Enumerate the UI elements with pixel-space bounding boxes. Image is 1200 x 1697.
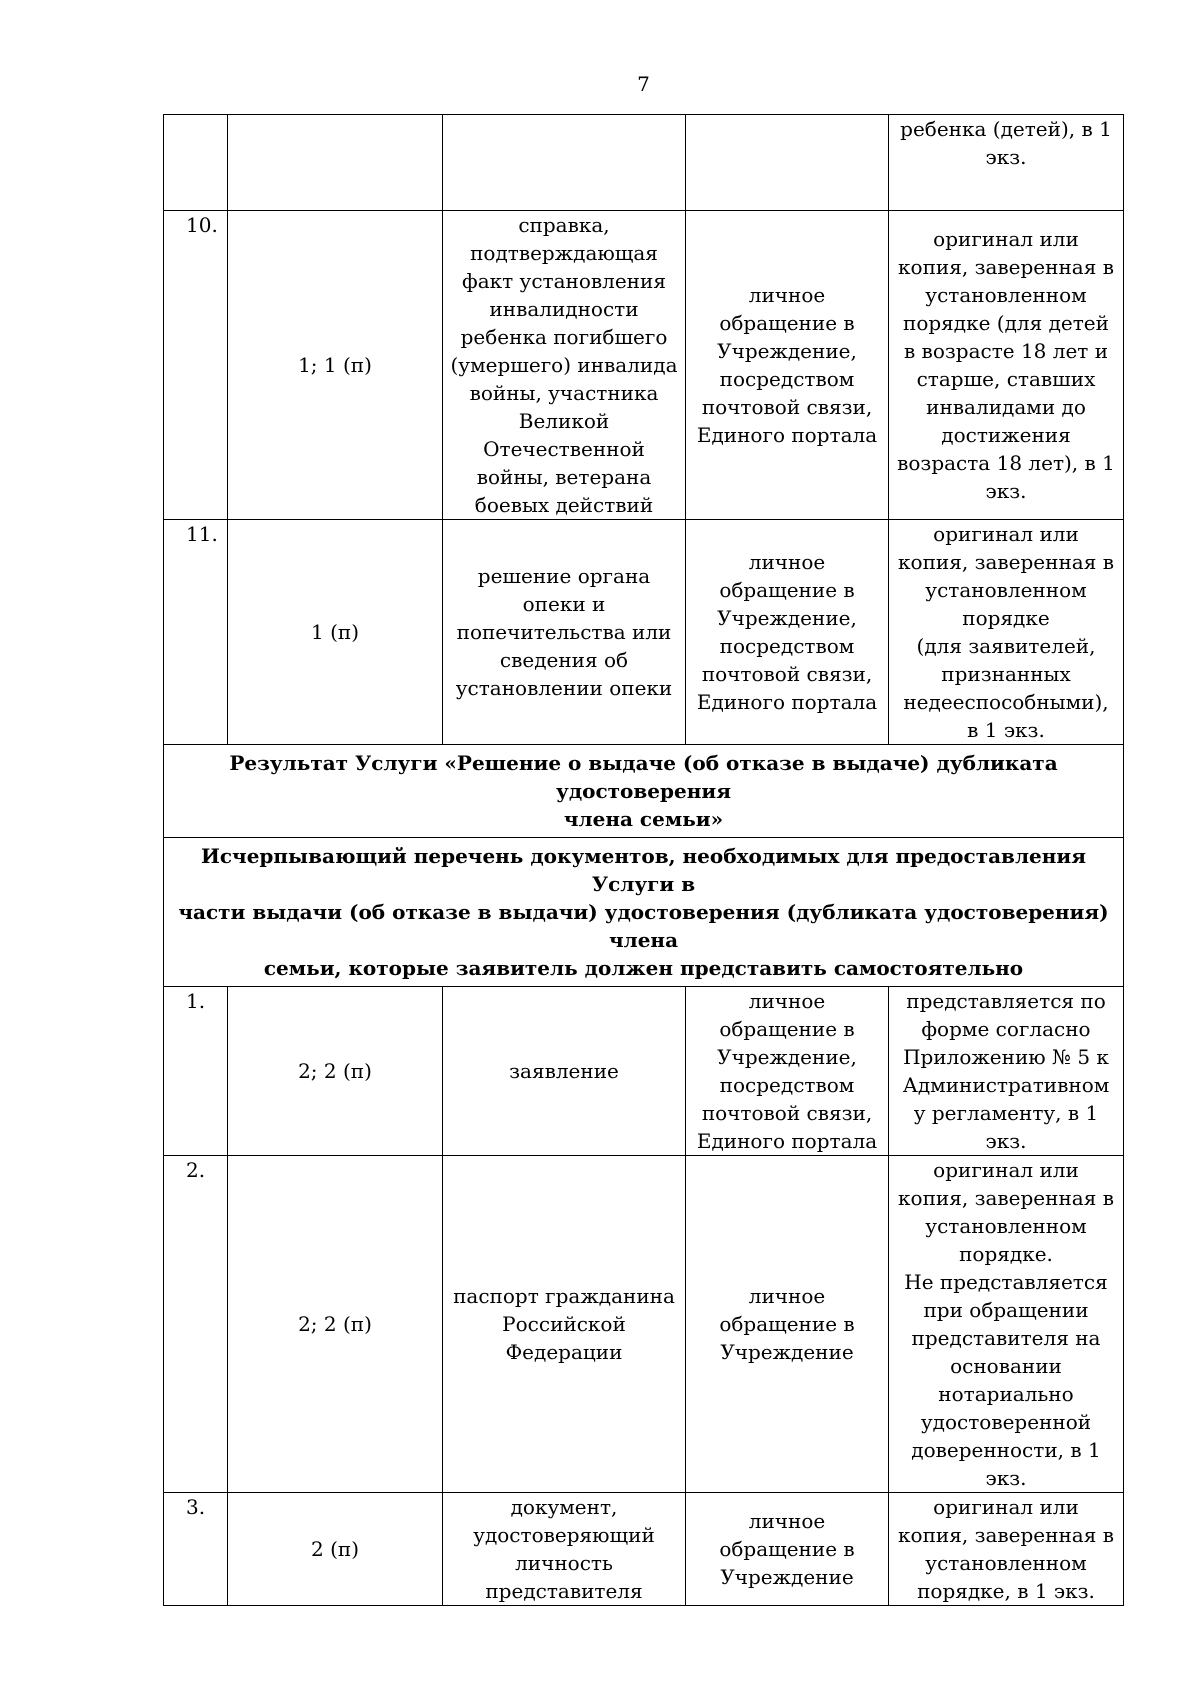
section-row (164, 745, 1124, 838)
row-code: 2; 2 (п) (228, 1156, 443, 1493)
row-document (443, 115, 686, 211)
row-number: 11. (164, 520, 228, 745)
row-code: 1; 1 (п) (228, 211, 443, 520)
table-row (164, 987, 1124, 1156)
row-code (228, 115, 443, 211)
table-row (164, 520, 1124, 745)
row-method: личное обращение в Учреждение (686, 1493, 889, 1606)
table-row (164, 1156, 1124, 1493)
row-number: 10. (164, 211, 228, 520)
row-document: решение органа опеки и попечительства или сведения об установлении опеки (443, 520, 686, 745)
section-documents-list-title: Исчерпывающий перечень документов, необходимых для предоставления Услуги в части выдачи (об отказе в выдачи) удостоверения (дубликата удостоверения) члена семьи, которые заявитель должен представить самостоятельно (164, 838, 1124, 987)
section-result-title: Результат Услуги «Решение о выдаче (об отказе в выдаче) дубликата удостоверения члена семьи» (164, 745, 1124, 838)
page-number: 7 (637, 72, 650, 96)
row-method: личное обращение в Учреждение, посредством почтовой связи, Единого портала (686, 211, 889, 520)
row-method: личное обращение в Учреждение, посредством почтовой связи, Единого портала (686, 520, 889, 745)
documents-table (163, 114, 1124, 1606)
table-row (164, 115, 1124, 211)
row-note: оригинал или копия, заверенная в установленном порядке. Не представляется при обращении представителя на основании нотариально удостоверенной доверенности, в 1 экз. (889, 1156, 1124, 1493)
table-row (164, 1493, 1124, 1606)
row-note: оригинал или копия, заверенная в установленном порядке, в 1 экз. (889, 1493, 1124, 1606)
section-row (164, 838, 1124, 987)
row-number (164, 115, 228, 211)
row-number: 2. (164, 1156, 228, 1493)
row-method: личное обращение в Учреждение, посредством почтовой связи, Единого портала (686, 987, 889, 1156)
row-note: оригинал или копия, заверенная в установленном порядке (для детей в возрасте 18 лет и старше, ставших инвалидами до достижения возраста 18 лет), в 1 экз. (889, 211, 1124, 520)
row-code: 2; 2 (п) (228, 987, 443, 1156)
row-note: оригинал или копия, заверенная в установленном порядке (для заявителей, признанных недееспособными), в 1 экз. (889, 520, 1124, 745)
row-method (686, 115, 889, 211)
row-method: личное обращение в Учреждение (686, 1156, 889, 1493)
row-number: 3. (164, 1493, 228, 1606)
row-document: справка, подтверждающая факт установления инвалидности ребенка погибшего (умершего) инвалида войны, участника Великой Отечественной войны, ветерана боевых действий (443, 211, 686, 520)
row-code: 1 (п) (228, 520, 443, 745)
table-row (164, 211, 1124, 520)
row-note: представляется по форме согласно Приложению № 5 к Административном у регламенту, в 1 экз. (889, 987, 1124, 1156)
row-note: ребенка (детей), в 1 экз. (889, 115, 1124, 211)
row-document: заявление (443, 987, 686, 1156)
row-number: 1. (164, 987, 228, 1156)
row-document: документ, удостоверяющий личность представителя (443, 1493, 686, 1606)
row-code: 2 (п) (228, 1493, 443, 1606)
row-document: паспорт гражданина Российской Федерации (443, 1156, 686, 1493)
